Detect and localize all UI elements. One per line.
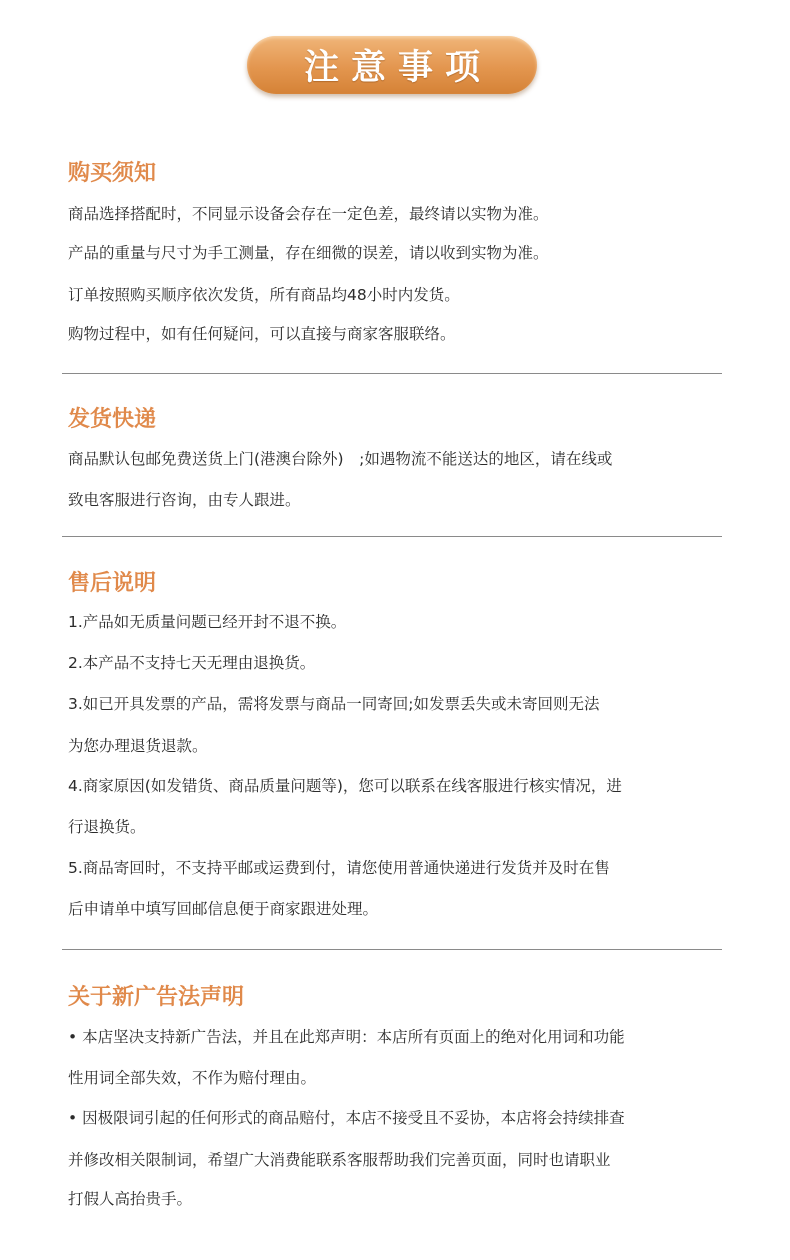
- section-title: 关于新广告法声明: [68, 985, 245, 1010]
- section-divider: [62, 536, 722, 537]
- section-title: 购买须知: [68, 161, 157, 186]
- text-line: 并修改相关限制词，希望广大消费能联系客服帮助我们完善页面，同时也请职业: [68, 1151, 611, 1169]
- section-divider: [62, 949, 722, 950]
- text-line: 3.如已开具发票的产品，需将发票与商品一同寄回;如发票丢失或未寄回则无法: [68, 695, 600, 713]
- text-line: 2.本产品不支持七天无理由退换货。: [68, 654, 316, 672]
- text-line: 1.产品如无质量问题已经开封不退不换。: [68, 613, 347, 631]
- text-line: 为您办理退货退款。: [68, 737, 208, 755]
- text-line: • 本店坚决支持新广告法，并且在此郑声明：本店所有页面上的绝对化用词和功能: [68, 1028, 625, 1046]
- text-line: 4.商家原因(如发错货、商品质量问题等)，您可以联系在线客服进行核实情况，进: [68, 777, 622, 795]
- text-line: 行退换货。: [68, 818, 146, 836]
- text-line: 订单按照购买顺序依次发货，所有商品均48小时内发货。: [68, 286, 460, 304]
- text-line: 性用词全部失效，不作为赔付理由。: [68, 1069, 317, 1087]
- text-line: 打假人高抬贵手。: [68, 1190, 193, 1208]
- text-line: 后申请单中填写回邮信息便于商家跟进处理。: [68, 900, 379, 918]
- section-divider: [62, 373, 722, 374]
- banner-title: 注意事项: [303, 48, 492, 88]
- section-title: 发货快递: [68, 407, 157, 432]
- text-line: 产品的重量与尺寸为手工测量，存在细微的误差，请以收到实物为准。: [68, 244, 549, 262]
- section-title: 售后说明: [68, 571, 157, 596]
- text-line: • 因极限词引起的任何形式的商品赔付，本店不接受且不妥协，本店将会持续排查: [68, 1109, 625, 1127]
- text-line: 购物过程中，如有任何疑问，可以直接与商家客服联络。: [68, 325, 456, 343]
- text-line: 商品默认包邮免费送货上门(港澳台除外) ;如遇物流不能送达的地区，请在线或: [68, 450, 613, 468]
- text-line: 商品选择搭配时，不同显示设备会存在一定色差，最终请以实物为准。: [68, 205, 549, 223]
- text-line: 5.商品寄回时，不支持平邮或运费到付，请您使用普通快递进行发货并及时在售: [68, 859, 610, 877]
- text-line: 致电客服进行咨询，由专人跟进。: [68, 491, 301, 509]
- title-banner: [247, 36, 537, 94]
